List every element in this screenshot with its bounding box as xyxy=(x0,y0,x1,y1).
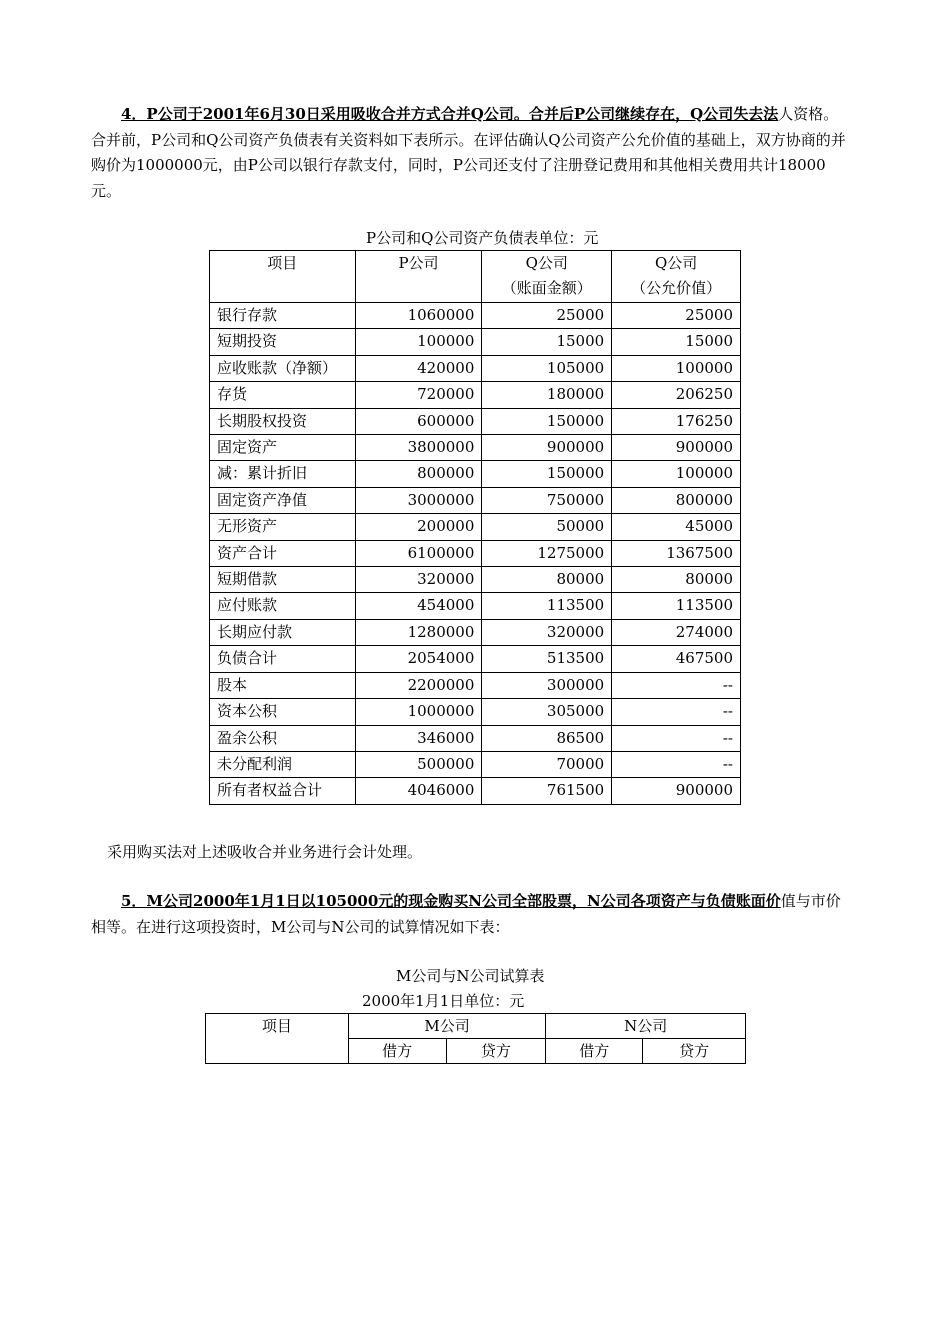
row-q-fair-cell: 274000 xyxy=(612,619,741,645)
row-q-fair-cell: 15000 xyxy=(612,329,741,355)
row-q-fair-cell: 45000 xyxy=(612,514,741,540)
header-item: 项目 xyxy=(210,251,356,303)
balance-sheet-table xyxy=(209,250,741,805)
table-row xyxy=(210,699,741,725)
row-q-fair-cell: 25000 xyxy=(612,303,741,329)
row-p-value-cell: 600000 xyxy=(355,408,482,434)
row-p-value-cell: 3800000 xyxy=(355,435,482,461)
table-row xyxy=(210,435,741,461)
table-row xyxy=(210,540,741,566)
table-row xyxy=(210,382,741,408)
table-row xyxy=(210,567,741,593)
table-row xyxy=(210,355,741,381)
row-q-book-cell: 50000 xyxy=(482,514,612,540)
table-row xyxy=(210,408,741,434)
row-q-fair-cell: 176250 xyxy=(612,408,741,434)
row-q-book-cell: 105000 xyxy=(482,355,612,381)
row-q-fair-cell: 80000 xyxy=(612,567,741,593)
trial-balance-header-row xyxy=(206,1014,746,1039)
row-item-cell: 减：累计折旧 xyxy=(210,461,356,487)
row-item-cell: 固定资产 xyxy=(210,435,356,461)
row-item-cell: 负债合计 xyxy=(210,646,356,672)
question-5-lead: 5．M公司2000年1月1日以105000元的现金购买N公司全部股票，N公司各项资产与负债账面价 xyxy=(121,892,781,910)
table-row xyxy=(210,329,741,355)
row-item-cell: 无形资产 xyxy=(210,514,356,540)
row-q-book-cell: 900000 xyxy=(482,435,612,461)
table-row xyxy=(210,751,741,777)
tb-m-credit: 贷方 xyxy=(446,1039,546,1064)
question-4-paragraph xyxy=(91,102,853,204)
header-p-company: P公司 xyxy=(355,251,482,303)
row-p-value-cell: 1000000 xyxy=(355,699,482,725)
row-p-value-cell: 2054000 xyxy=(355,646,482,672)
table-row xyxy=(210,672,741,698)
row-item-cell: 未分配利润 xyxy=(210,751,356,777)
row-q-fair-cell: 467500 xyxy=(612,646,741,672)
row-p-value-cell: 3000000 xyxy=(355,487,482,513)
row-q-fair-cell: 1367500 xyxy=(612,540,741,566)
row-item-cell: 银行存款 xyxy=(210,303,356,329)
row-q-book-cell: 300000 xyxy=(482,672,612,698)
row-q-fair-cell: 100000 xyxy=(612,355,741,381)
table-row xyxy=(210,303,741,329)
question-5-body: 值与市价相等。在进行这项投资时，M公司与N公司的试算情况如下表： xyxy=(91,892,841,936)
row-q-fair-cell: -- xyxy=(612,699,741,725)
tb-header-item: 项目 xyxy=(206,1014,349,1064)
table-row xyxy=(210,646,741,672)
row-p-value-cell: 346000 xyxy=(355,725,482,751)
row-q-book-cell: 150000 xyxy=(482,408,612,434)
row-q-book-cell: 320000 xyxy=(482,619,612,645)
row-p-value-cell: 200000 xyxy=(355,514,482,540)
row-p-value-cell: 420000 xyxy=(355,355,482,381)
header-q-book: Q公司 （账面金额） xyxy=(482,251,612,303)
row-p-value-cell: 720000 xyxy=(355,382,482,408)
row-q-book-cell: 750000 xyxy=(482,487,612,513)
row-q-fair-cell: 100000 xyxy=(612,461,741,487)
row-q-book-cell: 113500 xyxy=(482,593,612,619)
row-q-fair-cell: 900000 xyxy=(612,778,741,804)
table-row xyxy=(210,514,741,540)
row-item-cell: 应收账款（净额） xyxy=(210,355,356,381)
row-q-fair-cell: -- xyxy=(612,725,741,751)
row-item-cell: 存货 xyxy=(210,382,356,408)
row-q-book-cell: 25000 xyxy=(482,303,612,329)
tb-header-m-company: M公司 xyxy=(348,1014,546,1039)
table-row xyxy=(210,593,741,619)
table-row xyxy=(210,461,741,487)
row-p-value-cell: 6100000 xyxy=(355,540,482,566)
row-q-book-cell: 86500 xyxy=(482,725,612,751)
row-p-value-cell: 800000 xyxy=(355,461,482,487)
table-row xyxy=(210,778,741,804)
row-item-cell: 资产合计 xyxy=(210,540,356,566)
table-row xyxy=(210,619,741,645)
question-4-body: 人资格。合并前，P公司和Q公司资产负债表有关资料如下表所示。在评估确认Q公司资产公允价值的基础上，双方协商的并购价为1000000元，由P公司以银行存款支付，同时，P公司还支付了注册登记费用和其他相关费用共计18000元。 xyxy=(91,105,846,200)
table-header-row xyxy=(210,251,741,303)
row-q-book-cell: 70000 xyxy=(482,751,612,777)
question-4-lead: 4．P公司于2001年6月30日采用吸收合并方式合并Q公司。合并后P公司继续存在，Q公司失去法 xyxy=(121,105,779,123)
row-item-cell: 所有者权益合计 xyxy=(210,778,356,804)
row-q-book-cell: 80000 xyxy=(482,567,612,593)
row-q-fair-cell: -- xyxy=(612,751,741,777)
row-item-cell: 短期借款 xyxy=(210,567,356,593)
trial-balance-table xyxy=(205,1013,746,1064)
question-4-note: 采用购买法对上述吸收合并业务进行会计处理。 xyxy=(107,843,423,861)
row-item-cell: 资本公积 xyxy=(210,699,356,725)
row-item-cell: 股本 xyxy=(210,672,356,698)
row-p-value-cell: 500000 xyxy=(355,751,482,777)
tb-n-credit: 贷方 xyxy=(643,1039,746,1064)
question-5-paragraph xyxy=(91,889,853,940)
row-q-book-cell: 1275000 xyxy=(482,540,612,566)
header-q-fair: Q公司 （公允价值） xyxy=(612,251,741,303)
row-p-value-cell: 320000 xyxy=(355,567,482,593)
table-1-caption: P公司和Q公司资产负债表单位：元 xyxy=(366,229,599,247)
row-item-cell: 固定资产净值 xyxy=(210,487,356,513)
table-row xyxy=(210,487,741,513)
row-q-fair-cell: -- xyxy=(612,672,741,698)
row-item-cell: 盈余公积 xyxy=(210,725,356,751)
row-q-book-cell: 150000 xyxy=(482,461,612,487)
table-row xyxy=(210,725,741,751)
row-q-fair-cell: 900000 xyxy=(612,435,741,461)
row-item-cell: 短期投资 xyxy=(210,329,356,355)
table-2-date-caption: 2000年1月1日单位：元 xyxy=(362,992,525,1010)
row-p-value-cell: 1060000 xyxy=(355,303,482,329)
row-item-cell: 长期应付款 xyxy=(210,619,356,645)
row-q-book-cell: 15000 xyxy=(482,329,612,355)
row-item-cell: 应付账款 xyxy=(210,593,356,619)
row-q-fair-cell: 800000 xyxy=(612,487,741,513)
row-q-fair-cell: 113500 xyxy=(612,593,741,619)
tb-header-n-company: N公司 xyxy=(546,1014,746,1039)
row-p-value-cell: 100000 xyxy=(355,329,482,355)
tb-n-debit: 借方 xyxy=(546,1039,643,1064)
row-item-cell: 长期股权投资 xyxy=(210,408,356,434)
table-2-caption: M公司与N公司试算表 xyxy=(396,967,545,985)
row-q-book-cell: 305000 xyxy=(482,699,612,725)
row-p-value-cell: 1280000 xyxy=(355,619,482,645)
row-p-value-cell: 454000 xyxy=(355,593,482,619)
row-q-fair-cell: 206250 xyxy=(612,382,741,408)
row-p-value-cell: 4046000 xyxy=(355,778,482,804)
row-p-value-cell: 2200000 xyxy=(355,672,482,698)
row-q-book-cell: 761500 xyxy=(482,778,612,804)
row-q-book-cell: 513500 xyxy=(482,646,612,672)
tb-m-debit: 借方 xyxy=(348,1039,446,1064)
row-q-book-cell: 180000 xyxy=(482,382,612,408)
